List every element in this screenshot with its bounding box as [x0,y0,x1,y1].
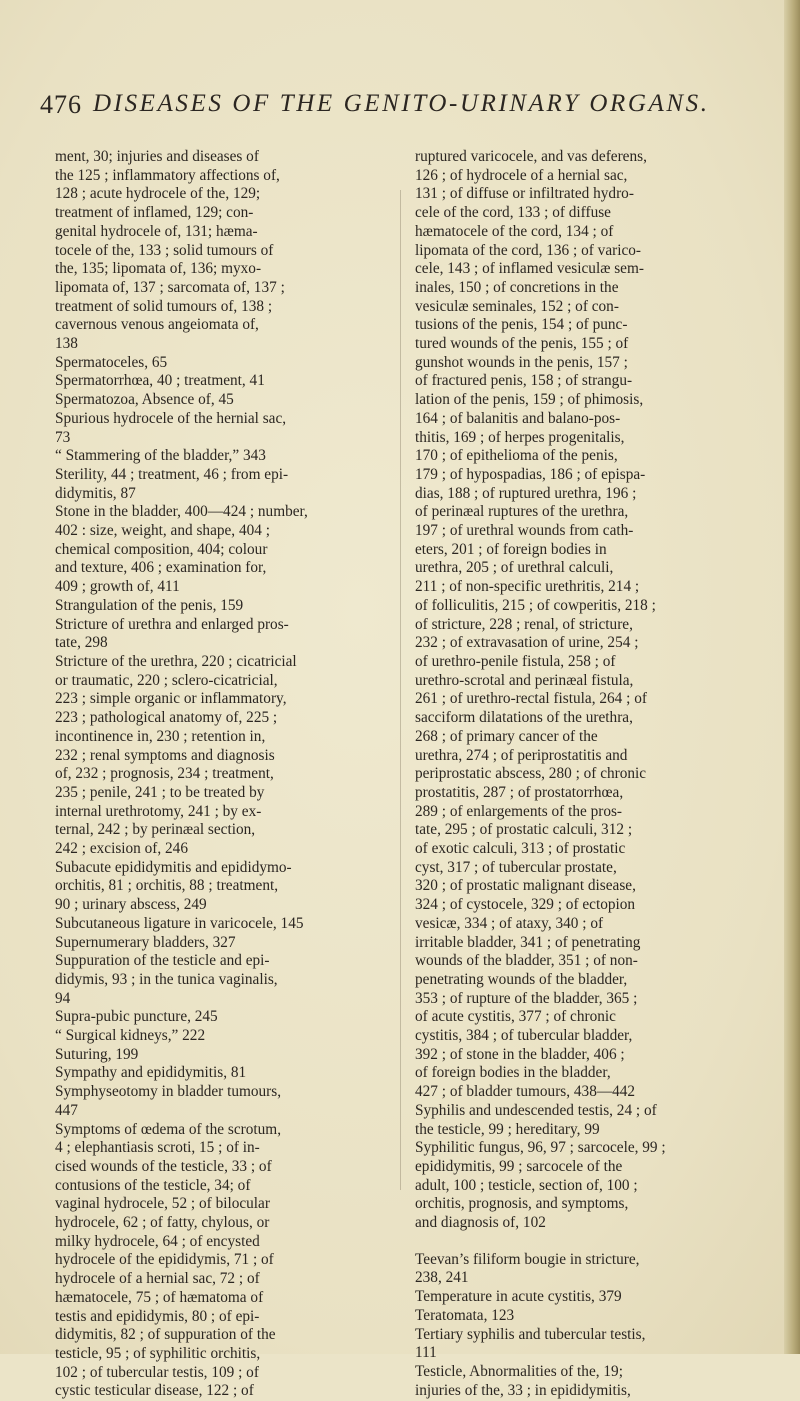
index-entry-line: 268 ; of primary cancer of the [415,727,598,745]
index-entry-line: hydrocele of the epididymis, 71 ; of [55,1251,274,1269]
index-entry-line: treatment of inflamed, 129; con- [55,204,254,222]
index-entry-line: gunshot wounds in the penis, 157 ; [415,353,628,371]
index-entry-line: hydrocele, 62 ; of fatty, chylous, or [55,1214,270,1232]
index-entry [55,1121,381,1401]
index-entry-line: of fractured penis, 158 ; of strangu- [415,372,633,390]
index-entry-line: 90 ; urinary abscess, 249 [55,896,207,914]
index-entry-line: of foreign bodies in the bladder, [415,1064,611,1082]
index-entry [415,1288,741,1307]
index-entry-line: 138 [55,335,78,353]
index-entry-line: 164 ; of balanitis and balano-pos- [415,409,621,427]
index-entry-line: Tertiary syphilis and tubercular testis, [415,1325,646,1343]
index-entry-line: chemical composition, 404; colour [55,540,268,558]
index-entry-line: didymitis, 82 ; of suppuration of the [55,1326,276,1344]
index-entry-line: milky hydrocele, 64 ; of encysted [55,1232,260,1250]
page-binding-edge [784,0,800,1354]
page-header [40,90,760,130]
index-entry-line: Teevan’s filiform bougie in stricture, [415,1250,640,1268]
index-entry [55,653,381,859]
index-entry-line: 392 ; of stone in the bladder, 406 ; [415,1045,625,1063]
index-entry-line: urethra, 205 ; of urethral calculi, [415,559,614,577]
index-entry-line: inales, 150 ; of concretions in the [415,278,619,296]
index-entry-line: cele of the cord, 133 ; of diffuse [415,204,611,222]
index-entry-line: Spermatorrhœa, 40 ; treatment, 41 [55,372,265,390]
index-entry-line: Spurious hydrocele of the hernial sac, [55,409,287,427]
index-entry [415,148,741,1102]
index-entry-line: lipomata of the cord, 136 ; of varico- [415,241,641,259]
index-entry-line: of urethro-penile fistula, 258 ; of [415,652,616,670]
index-entry [415,1363,741,1400]
index-entry-line: sacciform dilatations of the urethra, [415,709,633,727]
index-entry-line: Subacute epididymitis and epididymo- [55,858,292,876]
index-entry-line: Strangulation of the penis, 159 [55,596,244,614]
index-entry-line: 223 ; pathological anatomy of, 225 ; [55,709,278,727]
index-entry-line: Symphyseotomy in bladder tumours, [55,1083,282,1101]
index-entry-line: of exotic calculi, 313 ; of prostatic [415,840,626,858]
index-entry-line: Syphilitic fungus, 96, 97 ; sarcocele, 99 ; [415,1139,666,1157]
index-entry [55,1064,381,1083]
index-entry-line: of folliculitis, 215 ; of cowperitis, 218 ; [415,596,656,614]
index-entry-line: 427 ; of bladder tumours, 438—442 [415,1083,636,1101]
index-entry [55,1046,381,1065]
index-entry-line: the testicle, 99 ; hereditary, 99 [415,1120,600,1138]
index-entry-line: vaginal hydrocele, 52 ; of bilocular [55,1195,270,1213]
index-entry [415,1102,741,1139]
index-entry-line: incontinence in, 230 ; retention in, [55,727,266,745]
index-entry-line: 128 ; acute hydrocele of the, 129; [55,185,261,203]
index-entry-line: thitis, 169 ; of herpes progenitalis, [415,428,625,446]
index-entry-line: Stone in the bladder, 400—424 ; number, [55,503,308,521]
index-entry-line: dias, 188 ; of ruptured urethra, 196 ; [415,484,637,502]
index-entry-line: didymis, 93 ; in the tunica vaginalis, [55,970,278,988]
index-entry [55,952,381,1008]
index-entry [55,148,381,354]
index-entry-line: 289 ; of enlargements of the pros- [415,802,623,820]
index-entry-line: Stricture of urethra and enlarged pros- [55,615,289,633]
index-column-right [415,148,741,1400]
index-entry-line: tocele of the, 133 ; solid tumours of [55,241,274,259]
index-entry [55,597,381,616]
index-entry-line: treatment of solid tumours of, 138 ; [55,297,273,315]
index-entry-line: 131 ; of diffuse or infiltrated hydro- [415,185,634,203]
index-entry-line: hæmatocele of the cord, 134 ; of [415,222,614,240]
index-entry-line: orchitis, prognosis, and symptoms, [415,1195,629,1213]
index-entry [55,354,381,373]
index-entry [415,1307,741,1326]
index-entry-line: ternal, 242 ; by perinæal section, [55,821,256,839]
index-entry-line: periprostatic abscess, 280 ; of chronic [415,765,647,783]
index-entry-line: adult, 100 ; testicle, section of, 100 ; [415,1176,638,1194]
index-entry-line: penetrating wounds of the bladder, [415,970,628,988]
index-entry-line: genital hydrocele of, 131; hæma- [55,222,258,240]
index-entry-line: “ Stammering of the bladder,” 343 [55,447,266,465]
index-entry-line: 170 ; of epithelioma of the penis, [415,447,618,465]
index-entry [55,934,381,953]
index-entry-line: didymitis, 87 [55,484,136,502]
index-entry [55,1083,381,1120]
index-entry-line: 324 ; of cystocele, 329 ; of ectopion [415,896,636,914]
index-entry-line: internal urethrotomy, 241 ; by ex- [55,802,262,820]
index-entry-line: Syphilis and undescended testis, 24 ; of [415,1101,657,1119]
index-entry-line: 223 ; simple organic or inflammatory, [55,690,287,708]
index-entry-line: Spermatozoa, Absence of, 45 [55,391,234,409]
index-entry-line: 232 ; of extravasation of urine, 254 ; [415,634,639,652]
index-entry-line: 353 ; of rupture of the bladder, 365 ; [415,989,638,1007]
index-entry-line: 261 ; of urethro-rectal fistula, 264 ; of [415,690,647,708]
index-entry-line: testis and epididymis, 80 ; of epi- [55,1307,260,1325]
index-entry [55,859,381,915]
index-column-left [55,148,381,1401]
index-entry-line: Teratomata, 123 [415,1306,515,1324]
index-entry-line: Stricture of the urethra, 220 ; cicatricial [55,652,297,670]
index-entry [55,372,381,391]
index-entry-line: 320 ; of prostatic malignant disease, [415,877,636,895]
index-entry-line: Temperature in acute cystitis, 379 [415,1288,622,1306]
index-entry [415,1139,741,1233]
index-entry [415,1251,741,1288]
index-entry-line: 102 ; of tubercular testis, 109 ; of [55,1363,259,1381]
index-entry-line: Sympathy and epididymitis, 81 [55,1064,247,1082]
index-entry-line: 242 ; excision of, 246 [55,840,188,858]
index-entry-line: 402 : size, weight, and shape, 404 ; [55,522,270,540]
running-title: DISEASES OF THE GENITO-URINARY ORGANS. [93,90,710,117]
index-entry-line: Spermatoceles, 65 [55,353,168,371]
index-entry-line: epididymitis, 99 ; sarcocele of the [415,1157,623,1175]
index-entry-line: cyst, 317 ; of tubercular prostate, [415,858,617,876]
index-entry-line: tured wounds of the penis, 155 ; of [415,335,629,353]
index-entry-line: 126 ; of hydrocele of a hernial sac, [415,166,628,184]
index-entry [55,616,381,653]
index-entry-line: eters, 201 ; of foreign bodies in [415,540,607,558]
index-entry [55,466,381,503]
index-entry-line: 235 ; penile, 241 ; to be treated by [55,783,265,801]
index-entry-line: of perinæal ruptures of the urethra, [415,503,629,521]
index-entry-line: Symptoms of œdema of the scrotum, [55,1120,282,1138]
index-entry [415,1326,741,1363]
index-entry-line: cavernous venous angeiomata of, [55,316,259,334]
index-entry-line: 447 [55,1101,78,1119]
index-entry-line: ruptured varicocele, and vas deferens, [415,148,647,165]
index-entry-line: and diagnosis of, 102 [415,1214,546,1232]
index-entry-line: 238, 241 [415,1269,469,1287]
index-entry-line: cystic testicular disease, 122 ; of [55,1382,254,1400]
index-entry-line: of stricture, 228 ; renal, of stricture, [415,615,633,633]
index-entry-line: vesiculæ seminales, 152 ; of con- [415,297,619,315]
index-entry-line: or traumatic, 220 ; sclero-cicatricial, [55,671,278,689]
index-entry-line: Testicle, Abnormalities of the, 19; [415,1363,623,1380]
index-entry-line: hydrocele of a hernial sac, 72 ; of [55,1270,260,1288]
index-entry-line: of acute cystitis, 377 ; of chronic [415,1008,616,1026]
index-entry-line: lipomata of, 137 ; sarcomata of, 137 ; [55,278,285,296]
index-entry-line: urethra, 274 ; of periprostatitis and [415,746,628,764]
index-entry-line: 211 ; of non-specific urethritis, 214 ; [415,578,640,596]
index-entry-line: 73 [55,428,71,446]
index-entry-line: 232 ; renal symptoms and diagnosis [55,746,275,764]
index-entry-line: tusions of the penis, 154 ; of punc- [415,316,628,334]
index-entry-line: irritable bladder, 341 ; of penetrating [415,933,641,951]
index-entry-line: the, 135; lipomata of, 136; myxo- [55,260,262,278]
index-entry [55,1008,381,1027]
index-entry-line: Sterility, 44 ; treatment, 46 ; from epi- [55,465,289,483]
index-entry-line: Supernumerary bladders, 327 [55,933,236,951]
index-entry-line: 197 ; of urethral wounds from cath- [415,522,634,540]
index-entry-line: prostatitis, 287 ; of prostatorrhœa, [415,783,624,801]
index-entry-line: injuries of the, 33 ; in epididymitis, [415,1381,631,1399]
index-entry-line: cele, 143 ; of inflamed vesiculæ sem- [415,260,644,278]
index-entry-line: 4 ; elephantiasis scroti, 15 ; of in- [55,1139,260,1157]
index-entry [55,1027,381,1046]
index-entry-line: cystitis, 384 ; of tubercular bladder, [415,1027,633,1045]
index-entry-line: hæmatocele, 75 ; of hæmatoma of [55,1288,264,1306]
index-entry-line: the 125 ; inflammatory affections of, [55,166,280,184]
index-entry-line: 179 ; of hypospadias, 186 ; of epispa- [415,465,646,483]
index-entry-line: cised wounds of the testicle, 33 ; of [55,1157,272,1175]
index-entry-line: tate, 295 ; of prostatic calculi, 312 ; [415,821,633,839]
index-entry-line: 409 ; growth of, 411 [55,578,180,596]
page-number: 476 [40,90,82,119]
index-entry-line: Subcutaneous ligature in varicocele, 145 [55,914,304,932]
index-entry-line: Suppuration of the testicle and epi- [55,952,270,970]
index-entry-line: contusions of the testicle, 34; of [55,1176,251,1194]
index-entry [55,410,381,447]
index-entry-line: Supra-pubic puncture, 245 [55,1008,218,1026]
index-entry-line: of, 232 ; prognosis, 234 ; treatment, [55,765,274,783]
index-entry-line: orchitis, 81 ; orchitis, 88 ; treatment, [55,877,279,895]
index-entry-line: wounds of the bladder, 351 ; of non- [415,952,638,970]
index-entry-line: ment, 30; injuries and diseases of [55,148,259,165]
column-divider [400,190,401,1190]
index-entry-line: lation of the penis, 159 ; of phimosis, [415,391,644,409]
index-entry [55,915,381,934]
index-entry-line: urethro-scrotal and perinæal fistula, [415,671,634,689]
index-entry [55,503,381,597]
index-entry-line: Suturing, 199 [55,1045,139,1063]
index-entry-line: tate, 298 [55,634,108,652]
entry-spacer [415,1233,741,1251]
index-entry-line: and texture, 406 ; examination for, [55,559,267,577]
index-entry [55,447,381,466]
index-entry-line: testicle, 95 ; of syphilitic orchitis, [55,1345,261,1362]
index-entry-line: 111 [415,1344,437,1362]
index-entry-line: vesicæ, 334 ; of ataxy, 340 ; of [415,914,604,932]
index-entry [55,391,381,410]
index-entry-line: 94 [55,989,71,1007]
index-entry-line: “ Surgical kidneys,” 222 [55,1027,206,1045]
